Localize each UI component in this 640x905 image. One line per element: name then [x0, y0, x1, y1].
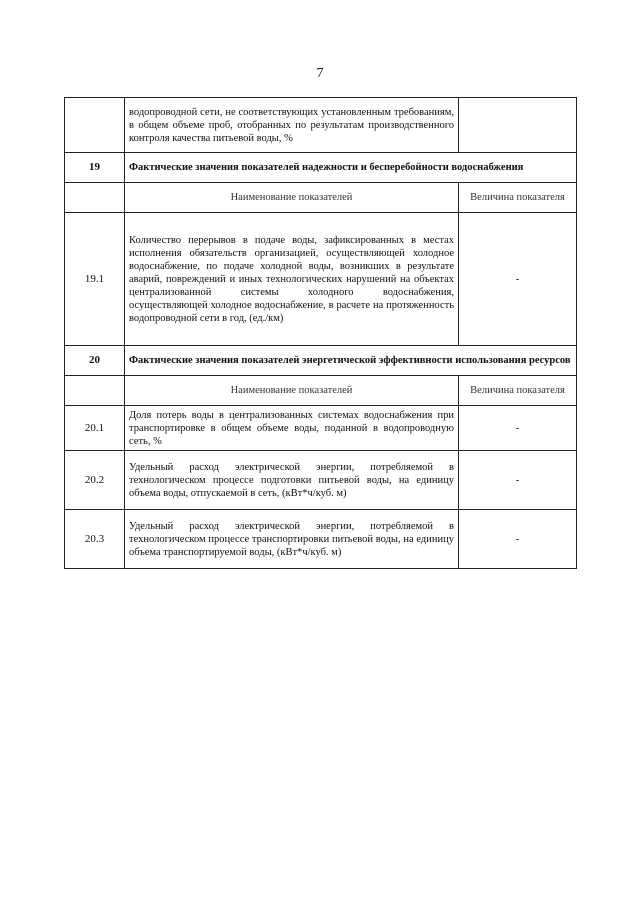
- header-value: Величина показателя: [459, 376, 577, 406]
- row-value: -: [459, 510, 577, 569]
- continuation-number-cell: [65, 98, 125, 153]
- table-row: [65, 406, 577, 451]
- continuation-value-cell: [459, 98, 577, 153]
- row-number: 19.1: [65, 213, 125, 346]
- section-number: 19: [65, 153, 125, 183]
- section-title: Фактические значения показателей надежности и бесперебойности водоснабжения: [125, 153, 577, 183]
- section-number: 20: [65, 346, 125, 376]
- row-value: -: [459, 406, 577, 451]
- header-empty-cell: [65, 183, 125, 213]
- column-header-row: [65, 183, 577, 213]
- row-text: Количество перерывов в подаче воды, зафиксированных в местах исполнения обязательств организацией, осуществляющей холодное водоснабжение, по подаче холодной воды, возникших в результате аварий, повреждений и иных технологических нарушений на объектах централизованной системы холодного водоснабжения, осуществляющей холодное водоснабжение, в расчете на протяженность водопроводной сети в год, (ед./км): [125, 213, 459, 346]
- row-text: Удельный расход электрической энергии, потребляемой в технологическом процессе транспортировки питьевой воды, на единицу объема транспортируемой воды, (кВт*ч/куб. м): [125, 510, 459, 569]
- table-row: [65, 213, 577, 346]
- table-row: [65, 510, 577, 569]
- section-title: Фактические значения показателей энергетической эффективности использования ресурсов: [125, 346, 577, 376]
- page-number: 7: [316, 66, 324, 81]
- row-text: Доля потерь воды в централизованных системах водоснабжения при транспортировке в общем объеме воды, поданной в водопроводную сеть, %: [125, 406, 459, 451]
- row-text: Удельный расход электрической энергии, потребляемой в технологическом процессе подготовки питьевой воды, на единицу объема воды, отпускаемой в сеть, (кВт*ч/куб. м): [125, 451, 459, 510]
- row-number: 20.2: [65, 451, 125, 510]
- indicators-table: [64, 97, 577, 569]
- row-value: -: [459, 451, 577, 510]
- section-row-19: [65, 153, 577, 183]
- continuation-row: [65, 98, 577, 153]
- header-name: Наименование показателей: [125, 183, 459, 213]
- row-number: 20.3: [65, 510, 125, 569]
- row-value: -: [459, 213, 577, 346]
- column-header-row: [65, 376, 577, 406]
- header-name: Наименование показателей: [125, 376, 459, 406]
- continuation-text: водопроводной сети, не соответствующих установленным требованиям, в общем объеме проб, отобранных по результатам производственного контроля качества питьевой воды, %: [125, 98, 459, 153]
- table-row: [65, 451, 577, 510]
- header-value: Величина показателя: [459, 183, 577, 213]
- section-row-20: [65, 346, 577, 376]
- row-number: 20.1: [65, 406, 125, 451]
- header-empty-cell: [65, 376, 125, 406]
